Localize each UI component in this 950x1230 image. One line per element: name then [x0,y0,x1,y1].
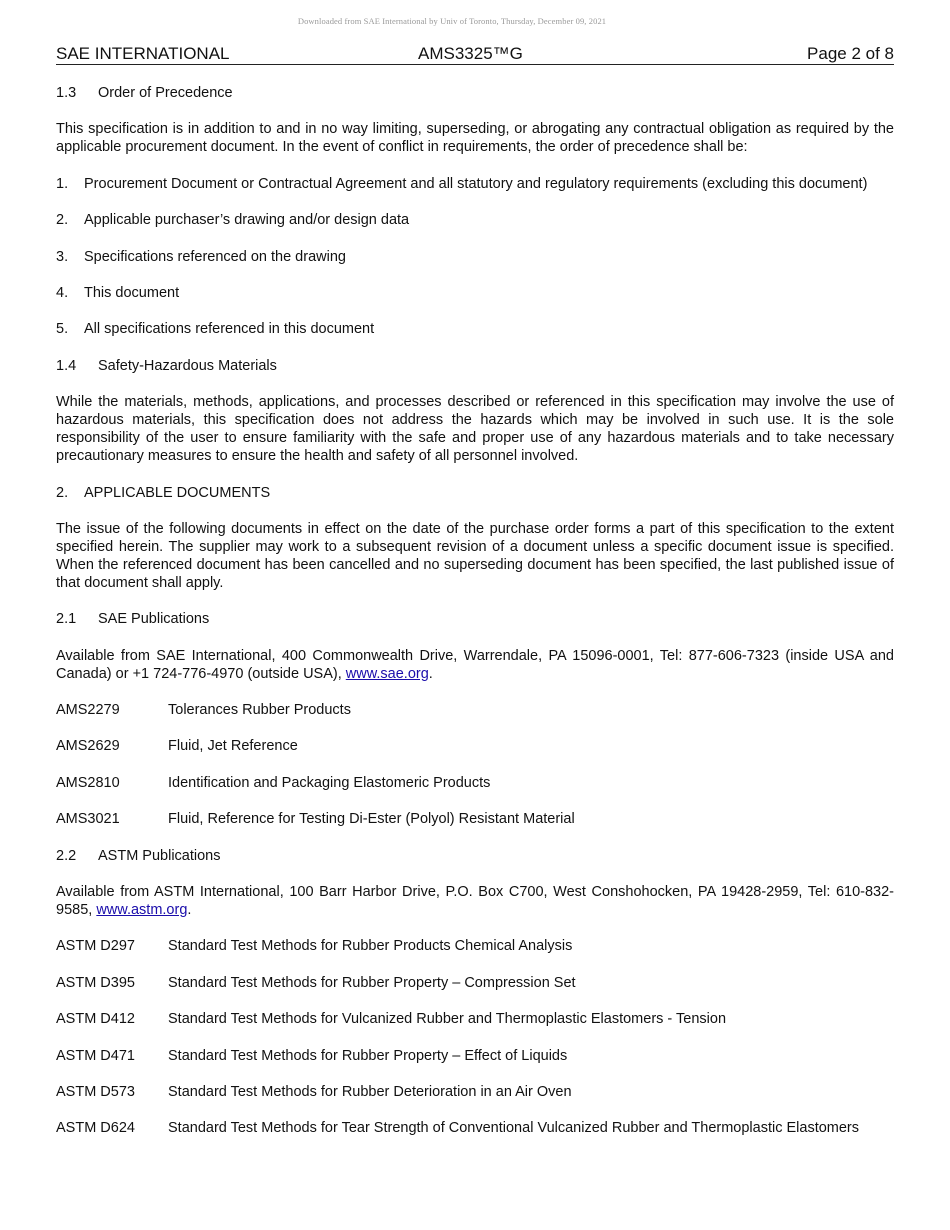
reference-document-row [56,1047,894,1065]
section-number: 2.1 [56,611,77,628]
document-title: Standard Test Methods for Rubber Products Chemical Analysis [168,938,573,955]
availability-text-end: . [428,665,433,682]
reference-document-row [56,1119,894,1137]
availability-text: Available from SAE International, 400 Commonwealth Drive, Warrendale, PA 15096-0001, Tel: 877-606-7323 (inside USA and Canada) or +1 724-776-4970 (outside USA), [56,647,894,682]
section-heading-2-2 [56,847,894,865]
document-title: Standard Test Methods for Rubber Deterioration in an Air Oven [168,1083,572,1100]
section-heading-1-4 [56,357,894,375]
document-body [56,84,894,1156]
list-item-text: All specifications referenced in this document [84,321,375,338]
reference-document-row [56,737,894,755]
availability-text-end: . [187,902,192,919]
sae-website-link[interactable]: www.sae.org [345,665,429,682]
document-title: Identification and Packaging Elastomeric Products [168,774,491,791]
astm-website-link[interactable]: www.astm.org [96,902,188,919]
list-item-text: Specifications referenced on the drawing [84,248,346,265]
document-code: ASTM D297 [56,938,135,955]
list-item-number: 1. [56,175,69,192]
document-title: Fluid, Jet Reference [168,738,298,755]
section-title: SAE Publications [98,611,210,628]
list-item-number: 4. [56,284,69,301]
download-watermark: Downloaded from SAE International by Univ of Toronto, Thursday, December 09, 2021 [297,16,607,26]
list-item-text: This document [84,284,180,301]
list-item-number: 3. [56,248,69,265]
page-header [56,44,894,65]
document-title: Standard Test Methods for Rubber Property – Compression Set [168,974,576,991]
document-code: AMS2279 [56,702,120,719]
reference-document-row [56,701,894,719]
document-title: Tolerances Rubber Products [168,702,351,719]
document-title: Fluid, Reference for Testing Di-Ester (Polyol) Resistant Material [168,811,575,828]
safety-paragraph: While the materials, methods, applications, and processes described or referenced in this specification may involve the use of hazardous materials, this specification does not address the hazards which may be involved in such use. It is the sole responsibility of the user to ensure familiarity with the safe and proper use of any hazardous materials and to take necessary precautionary measures to ensure the health and safety of all personnel involved. [56,394,894,465]
header-page-number: Page 2 of 8 [807,44,894,63]
precedence-list-item [56,284,894,302]
document-code: ASTM D573 [56,1083,135,1100]
document-code: AMS2629 [56,738,120,755]
availability-text: Available from ASTM International, 100 Barr Harbor Drive, P.O. Box C700, West Conshohocken, PA 19428-2959, Tel: 610-832-9585, [56,884,894,919]
reference-document-row [56,1010,894,1028]
document-title: Standard Test Methods for Tear Strength of Conventional Vulcanized Rubber and Thermoplastic Elastomers [168,1120,860,1137]
section-title: Safety-Hazardous Materials [98,357,277,374]
precedence-list-item [56,248,894,266]
document-title: Standard Test Methods for Rubber Property – Effect of Liquids [168,1047,568,1064]
section-title: APPLICABLE DOCUMENTS [84,484,271,501]
section-number: 2. [56,484,69,501]
order-of-precedence-paragraph: This specification is in addition to and in no way limiting, superseding, or abrogating any contractual obligation as required by the applicable procurement document. In the event of conflict in requirements, the order of precedence shall be: [56,121,894,156]
precedence-list-item [56,175,894,193]
reference-document-row [56,1083,894,1101]
section-number: 1.3 [56,85,77,101]
list-item-text: Applicable purchaser’s drawing and/or design data [84,212,410,229]
reference-document-row [56,937,894,955]
section-heading-1-3 [56,84,894,102]
list-item-text: Procurement Document or Contractual Agreement and all statutory and regulatory requirements (excluding this document) [84,175,868,192]
document-code: AMS3021 [56,811,120,828]
section-heading-2-1 [56,610,894,628]
document-code: ASTM D395 [56,974,135,991]
header-document-number: AMS3325™G [418,44,523,63]
applicable-documents-paragraph: The issue of the following documents in effect on the date of the purchase order forms a part of this specification to the extent specified herein. The supplier may work to a subsequent revision of a document unless a specific document issue is specified. When the referenced document has been cancelled and no superseding document has been specified, the last published issue of that document shall apply. [56,520,894,591]
section-title: ASTM Publications [98,847,221,864]
header-organization: SAE INTERNATIONAL [56,44,230,63]
sae-availability-paragraph [56,647,894,683]
list-item-number: 5. [56,321,69,338]
reference-document-row [56,774,894,792]
reference-document-row [56,810,894,828]
document-code: ASTM D471 [56,1047,135,1064]
section-number: 2.2 [56,847,77,864]
document-code: AMS2810 [56,774,120,791]
document-code: ASTM D412 [56,1011,135,1028]
section-number: 1.4 [56,357,77,374]
precedence-list-item [56,320,894,338]
section-title: Order of Precedence [98,85,233,101]
list-item-number: 2. [56,212,69,229]
precedence-list-item [56,211,894,229]
document-title: Standard Test Methods for Vulcanized Rubber and Thermoplastic Elastomers - Tension [168,1011,727,1028]
document-code: ASTM D624 [56,1120,135,1137]
astm-availability-paragraph [56,883,894,919]
reference-document-row [56,974,894,992]
section-heading-2 [56,484,894,502]
